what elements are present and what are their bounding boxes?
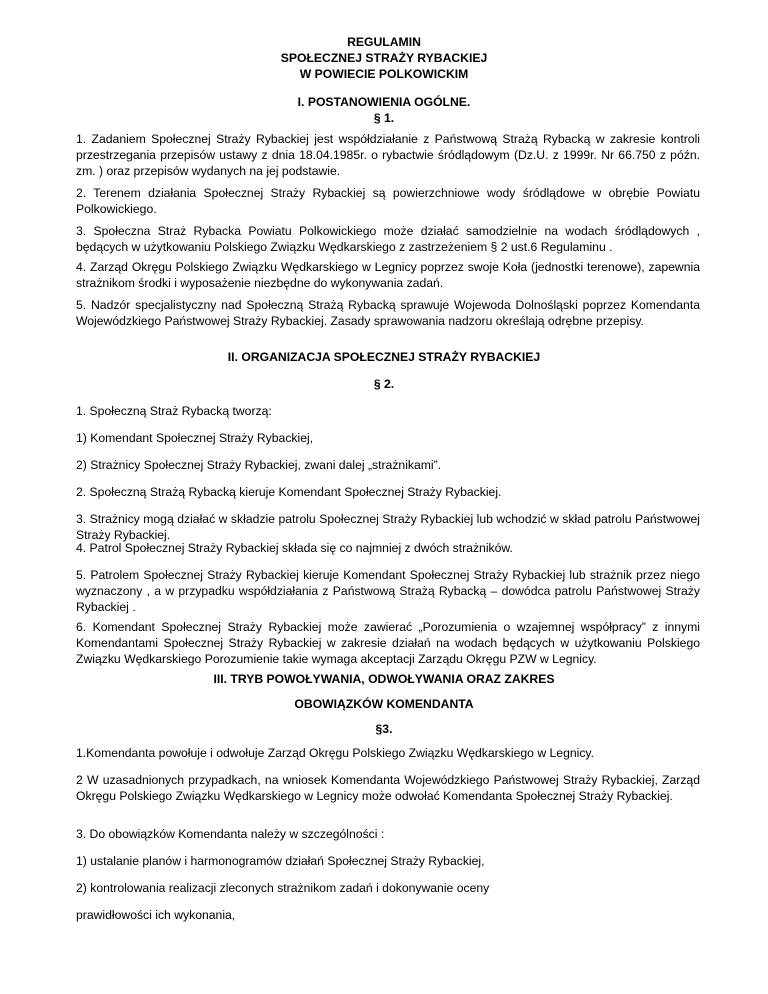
section-1-paragraph-sign: § 1. <box>373 111 395 125</box>
paragraph: 5. Nadzór specjalistyczny nad Społeczną Strażą Rybacką sprawuje Wojewoda Dolnośląski poprzez Komendanta Wojewódzkiego Państwowej Straży Rybackiej. Zasady sprawowania nadzoru określają odrębne przepisy. <box>76 298 700 328</box>
paragraph: 3. Do obowiązków Komendanta należy w szczególności : <box>76 827 385 841</box>
paragraph: 1.Komendanta powołuje i odwołuje Zarząd Okręgu Polskiego Związku Wędkarskiego w Legnicy. <box>76 746 595 760</box>
section-2-paragraph-sign: § 2. <box>373 377 395 391</box>
paragraph: 2. Społeczną Strażą Rybacką kieruje Komendant Społecznej Straży Rybackiej. <box>76 485 502 499</box>
paragraph: 4. Patrol Społecznej Straży Rybackiej składa się co najmniej z dwóch strażników. <box>76 541 513 555</box>
section-2-heading: II. ORGANIZACJA SPOŁECZNEJ STRAŻY RYBACKIEJ <box>227 350 541 364</box>
section-3-heading-line-1: III. TRYB POWOŁYWANIA, ODWOŁYWANIA ORAZ ZAKRES <box>213 672 555 686</box>
paragraph: 2 W uzasadnionych przypadkach, na wniosek Komendanta Wojewódzkiego Państwowej Straży Rybackiej, Zarząd Okręgu Polskiego Związku Wędkarskiego w Legnicy może odwołać Komendanta Społecznej Straży Rybackiej. <box>76 773 700 803</box>
paragraph: 5. Patrolem Społecznej Straży Rybackiej kieruje Komendant Społecznej Straży Rybackiej lub strażnik przez niego wyznaczony , a w przypadku współdziałania z Państwową Strażą Rybacką – dowódca patrolu Państwowej Straży Rybackiej . <box>76 568 700 614</box>
section-3-paragraph-sign: §3. <box>375 722 393 736</box>
title-line-2: SPOŁECZNEJ STRAŻY RYBACKIEJ <box>280 51 488 65</box>
document-title <box>0 34 768 82</box>
list-item-continuation: prawidłowości ich wykonania, <box>76 908 236 922</box>
list-item: 2) Strażnicy Społecznej Straży Rybackiej, zwani dalej „strażnikami”. <box>76 458 442 472</box>
paragraph: 6. Komendant Społecznej Straży Rybackiej może zawierać „Porozumienia o wzajemnej współpracy” z innymi Komendantami Społecznej Straży Rybackiej w zakresie działań na wodach będących w użytkowaniu Polskiego Związku Wędkarskiego Porozumienie takie wymaga akceptacji Zarządu Okręgu PZW w Legnicy. <box>76 620 700 666</box>
section-3-heading-line-2: OBOWIĄZKÓW KOMENDANTA <box>294 697 474 711</box>
paragraph: 1. Społeczną Straż Rybacką tworzą: <box>76 404 272 418</box>
list-item: 1) ustalanie planów i harmonogramów działań Społecznej Straży Rybackiej, <box>76 854 485 868</box>
paragraph: 3. Społeczna Straż Rybacka Powiatu Polkowickiego może działać samodzielnie na wodach śródlądowych , będących w użytkowaniu Polskiego Związku Wędkarskiego z zastrzeżeniem § 2 ust.6 Regulaminu . <box>76 224 700 254</box>
paragraph: 2. Terenem działania Społecznej Straży Rybackiej są powierzchniowe wody śródlądowe w obrębie Powiatu Polkowickiego. <box>76 186 700 216</box>
title-line-3: W POWIECIE POLKOWICKIM <box>299 67 469 81</box>
paragraph: 1. Zadaniem Społecznej Straży Rybackiej jest współdziałanie z Państwową Strażą Rybacką w zakresie kontroli przestrzegania przepisów ustawy z dnia 18.04.1985r. o rybactwie śródlądowym (Dz.U. z 1999r. Nr 66.750 z późn. zm. ) oraz przepisów wydanych na jej podstawie. <box>76 132 700 178</box>
paragraph: 3. Strażnicy mogą działać w składzie patrolu Społecznej Straży Rybackiej lub wchodzić w skład patrolu Państwowej Straży Rybackiej. <box>76 512 700 542</box>
paragraph: 4. Zarząd Okręgu Polskiego Związku Wędkarskiego w Legnicy poprzez swoje Koła (jednostki terenowe), zapewnia strażnikom środki i wyposażenie niezbędne do wykonywania zadań. <box>76 260 700 290</box>
list-item: 1) Komendant Społecznej Straży Rybackiej, <box>76 431 314 445</box>
section-1-heading: I. POSTANOWIENIA OGÓLNE. <box>297 95 471 109</box>
title-line-1: REGULAMIN <box>347 35 421 49</box>
list-item: 2) kontrolowania realizacji zleconych strażnikom zadań i dokonywanie oceny <box>76 881 490 895</box>
